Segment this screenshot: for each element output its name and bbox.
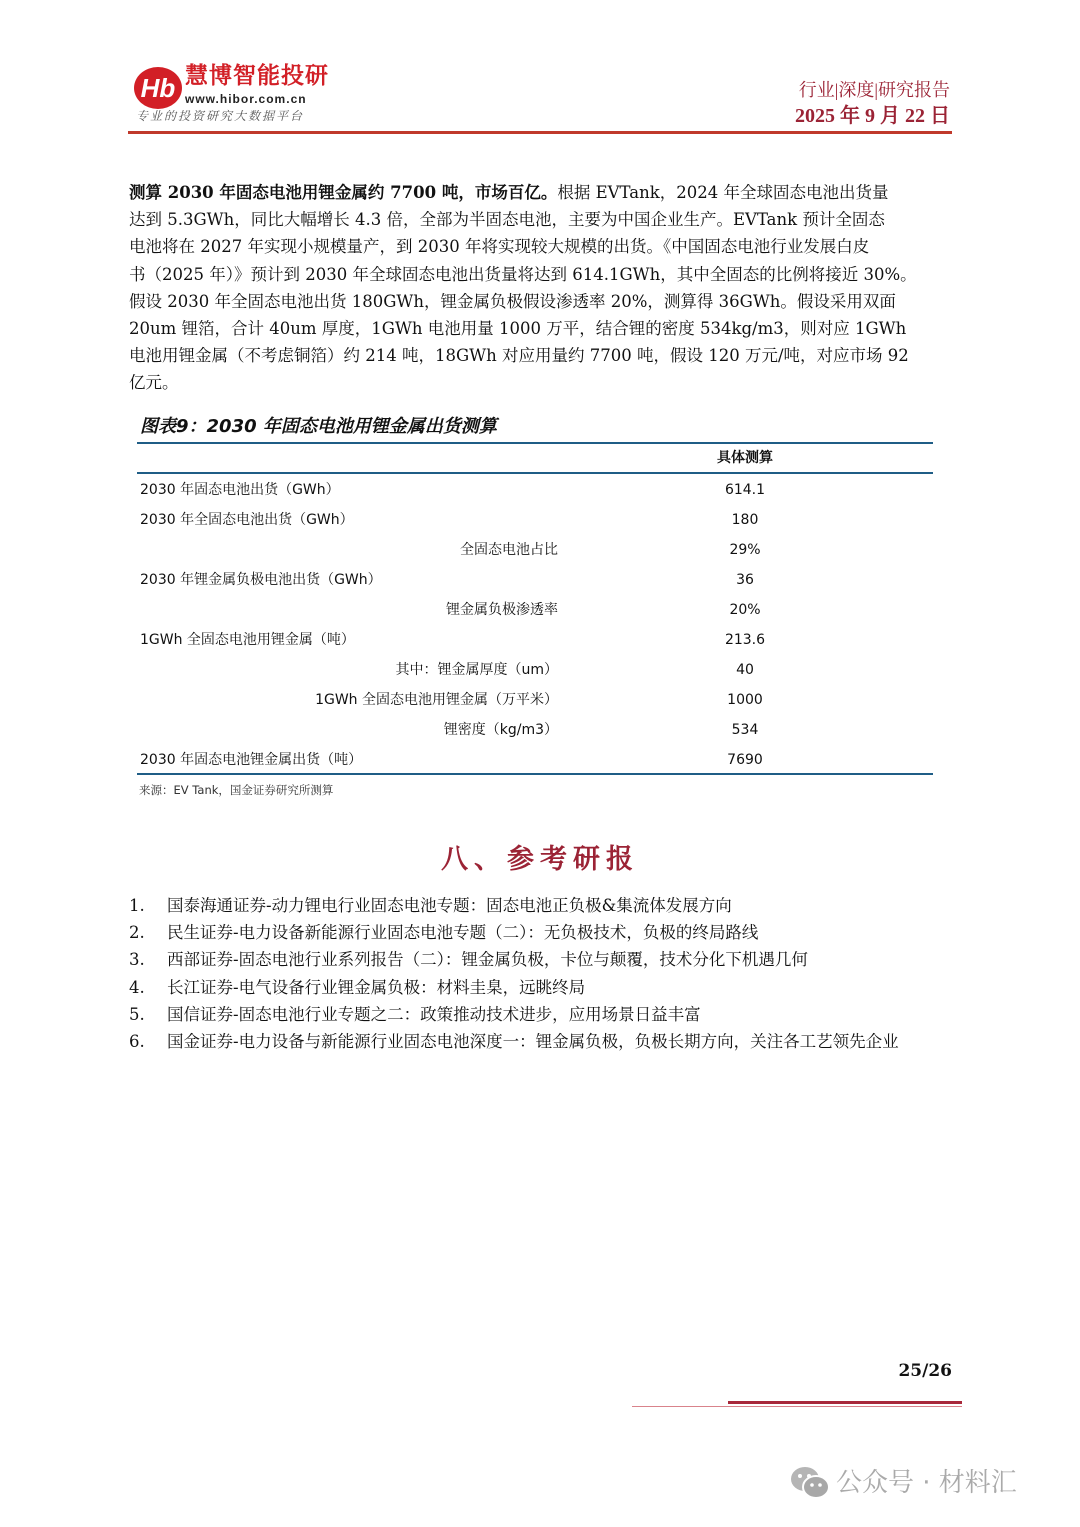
paragraph-line: 达到 5.3GWh，同比大幅增长 4.3 倍，全部为半固态电池，主要为中国企业生产。EVTank 预计全固态 bbox=[129, 210, 885, 230]
row-value: 29% bbox=[729, 542, 761, 558]
logo-mark-text: Hb bbox=[140, 73, 176, 103]
table-row bbox=[140, 750, 930, 780]
logo-slogan: 专业的投资研究大数据平台 bbox=[136, 109, 305, 123]
reference-item bbox=[129, 1001, 959, 1028]
row-label: 2030 年固态电池出货（GWh） bbox=[140, 482, 340, 498]
reference-item bbox=[129, 1028, 959, 1055]
reference-number: 4. bbox=[129, 977, 145, 997]
footer-thin-rule bbox=[632, 1406, 962, 1407]
row-label: 2030 年全固态电池出货（GWh） bbox=[140, 512, 354, 528]
row-value: 36 bbox=[736, 572, 754, 588]
row-label: 1GWh 全固态电池用锂金属（吨） bbox=[140, 632, 355, 648]
row-label: 2030 年固态电池锂金属出货（吨） bbox=[140, 752, 363, 768]
row-label: 锂密度（kg/m3） bbox=[443, 722, 558, 738]
watermark bbox=[790, 1466, 1017, 1500]
logo-url: www.hibor.com.cn bbox=[185, 92, 307, 106]
table-row bbox=[140, 690, 930, 720]
report-date: 2025 年 9 月 22 日 bbox=[795, 105, 950, 127]
table-row bbox=[140, 570, 930, 600]
paragraph-line bbox=[129, 179, 969, 206]
wechat-icon bbox=[790, 1466, 830, 1500]
reference-item bbox=[129, 892, 959, 919]
table-row bbox=[140, 540, 930, 570]
paragraph-line: 假设 2030 年全固态电池出货 180GWh，锂金属负极假设渗透率 20%，测算得 36GWh。假设采用双面 bbox=[129, 291, 896, 311]
table-row bbox=[140, 660, 930, 690]
table-title: 图表9：2030 年固态电池用锂金属出货测算 bbox=[140, 416, 497, 437]
reference-item bbox=[129, 919, 959, 946]
reference-number: 6. bbox=[129, 1032, 145, 1052]
row-label: 其中：锂金属厚度（um） bbox=[395, 662, 558, 678]
table-bottom-rule bbox=[137, 773, 933, 775]
reference-number: 5. bbox=[129, 1004, 145, 1024]
watermark-text: 公众号 · 材料汇 bbox=[836, 1468, 1017, 1498]
report-type: 行业|深度|研究报告 bbox=[798, 80, 950, 100]
row-value: 20% bbox=[729, 602, 761, 618]
table-row bbox=[140, 630, 930, 660]
row-value: 1000 bbox=[727, 692, 763, 708]
reference-item bbox=[129, 946, 959, 973]
paragraph-line: 电池用锂金属（不考虑铜箔）约 214 吨，18GWh 对应用量约 7700 吨，假设 120 万元/吨，对应市场 92 bbox=[129, 346, 909, 366]
row-label: 全固态电池占比 bbox=[460, 542, 558, 558]
row-label: 1GWh 全固态电池用锂金属（万平米） bbox=[315, 692, 558, 708]
paragraph-line: 20um 锂箔，合计 40um 厚度，1GWh 电池用量 1000 万平，结合锂的密度 534kg/m3，则对应 1GWh bbox=[129, 318, 907, 338]
row-value: 213.6 bbox=[724, 632, 766, 648]
table-row bbox=[140, 480, 930, 510]
section-title: 八、参考研报 bbox=[441, 844, 639, 875]
row-label: 2030 年锂金属负极电池出货（GWh） bbox=[140, 572, 382, 588]
body-paragraph bbox=[129, 179, 969, 397]
row-value: 534 bbox=[731, 722, 759, 738]
table-source: 来源：EV Tank，国金证券研究所测算 bbox=[139, 783, 334, 797]
reference-text: 民生证券-电力设备新能源行业固态电池专题（二）：无负极技术，负极的终局路线 bbox=[167, 923, 759, 943]
table-row bbox=[140, 600, 930, 630]
logo-mark bbox=[134, 67, 182, 109]
paragraph-line: 亿元。 bbox=[129, 373, 179, 393]
header-divider bbox=[128, 131, 952, 134]
table-row bbox=[140, 720, 930, 750]
reference-text: 国泰海通证券-动力锂电行业固态电池专题：固态电池正负极&集流体发展方向 bbox=[167, 896, 732, 915]
reference-text: 西部证券-固态电池行业系列报告（二）：锂金属负极，卡位与颠覆，技术分化下机遇几何 bbox=[167, 950, 808, 970]
table-column-header: 具体测算 bbox=[717, 450, 773, 466]
reference-text: 长江证券-电气设备行业锂金属负极：材料圭臬，远眺终局 bbox=[167, 977, 586, 997]
reference-text: 国金证券-电力设备与新能源行业固态电池深度一：锂金属负极，负极长期方向，关注各工艺领先企业 bbox=[167, 1032, 899, 1052]
reference-number: 3. bbox=[129, 950, 145, 970]
table-header-rule bbox=[137, 472, 933, 474]
reference-item bbox=[129, 974, 959, 1001]
row-value: 7690 bbox=[727, 752, 763, 768]
paragraph-line: 书（2025 年）》预计到 2030 年全球固态电池出货量将达到 614.1GWh，其中全固态的比例将接近 30%。 bbox=[129, 264, 917, 284]
paragraph-text: 根据 EVTank，2024 年全球固态电池出货量 bbox=[557, 183, 889, 202]
paragraph-line: 电池将在 2027 年实现小规模量产，到 2030 年将实现较大规模的出货。《中国固态电池行业发展白皮 bbox=[129, 237, 870, 257]
table-row bbox=[140, 510, 930, 540]
reference-list bbox=[129, 892, 959, 1055]
reference-number: 1. bbox=[129, 896, 145, 915]
reference-text: 国信证券-固态电池行业专题之二：政策推动技术进步，应用场景日益丰富 bbox=[167, 1004, 701, 1024]
row-value: 180 bbox=[731, 512, 759, 528]
paragraph-lead: 测算 2030 年固态电池用锂金属约 7700 吨，市场百亿。 bbox=[129, 183, 558, 202]
row-label: 锂金属负极渗透率 bbox=[446, 602, 558, 618]
page-number: 25/26 bbox=[898, 1361, 952, 1381]
table-top-rule bbox=[137, 442, 933, 444]
reference-number: 2. bbox=[129, 923, 145, 943]
footer-thick-rule bbox=[728, 1401, 962, 1404]
row-value: 40 bbox=[736, 662, 754, 678]
row-value: 614.1 bbox=[724, 482, 766, 498]
logo-name: 慧博智能投研 bbox=[185, 63, 329, 89]
